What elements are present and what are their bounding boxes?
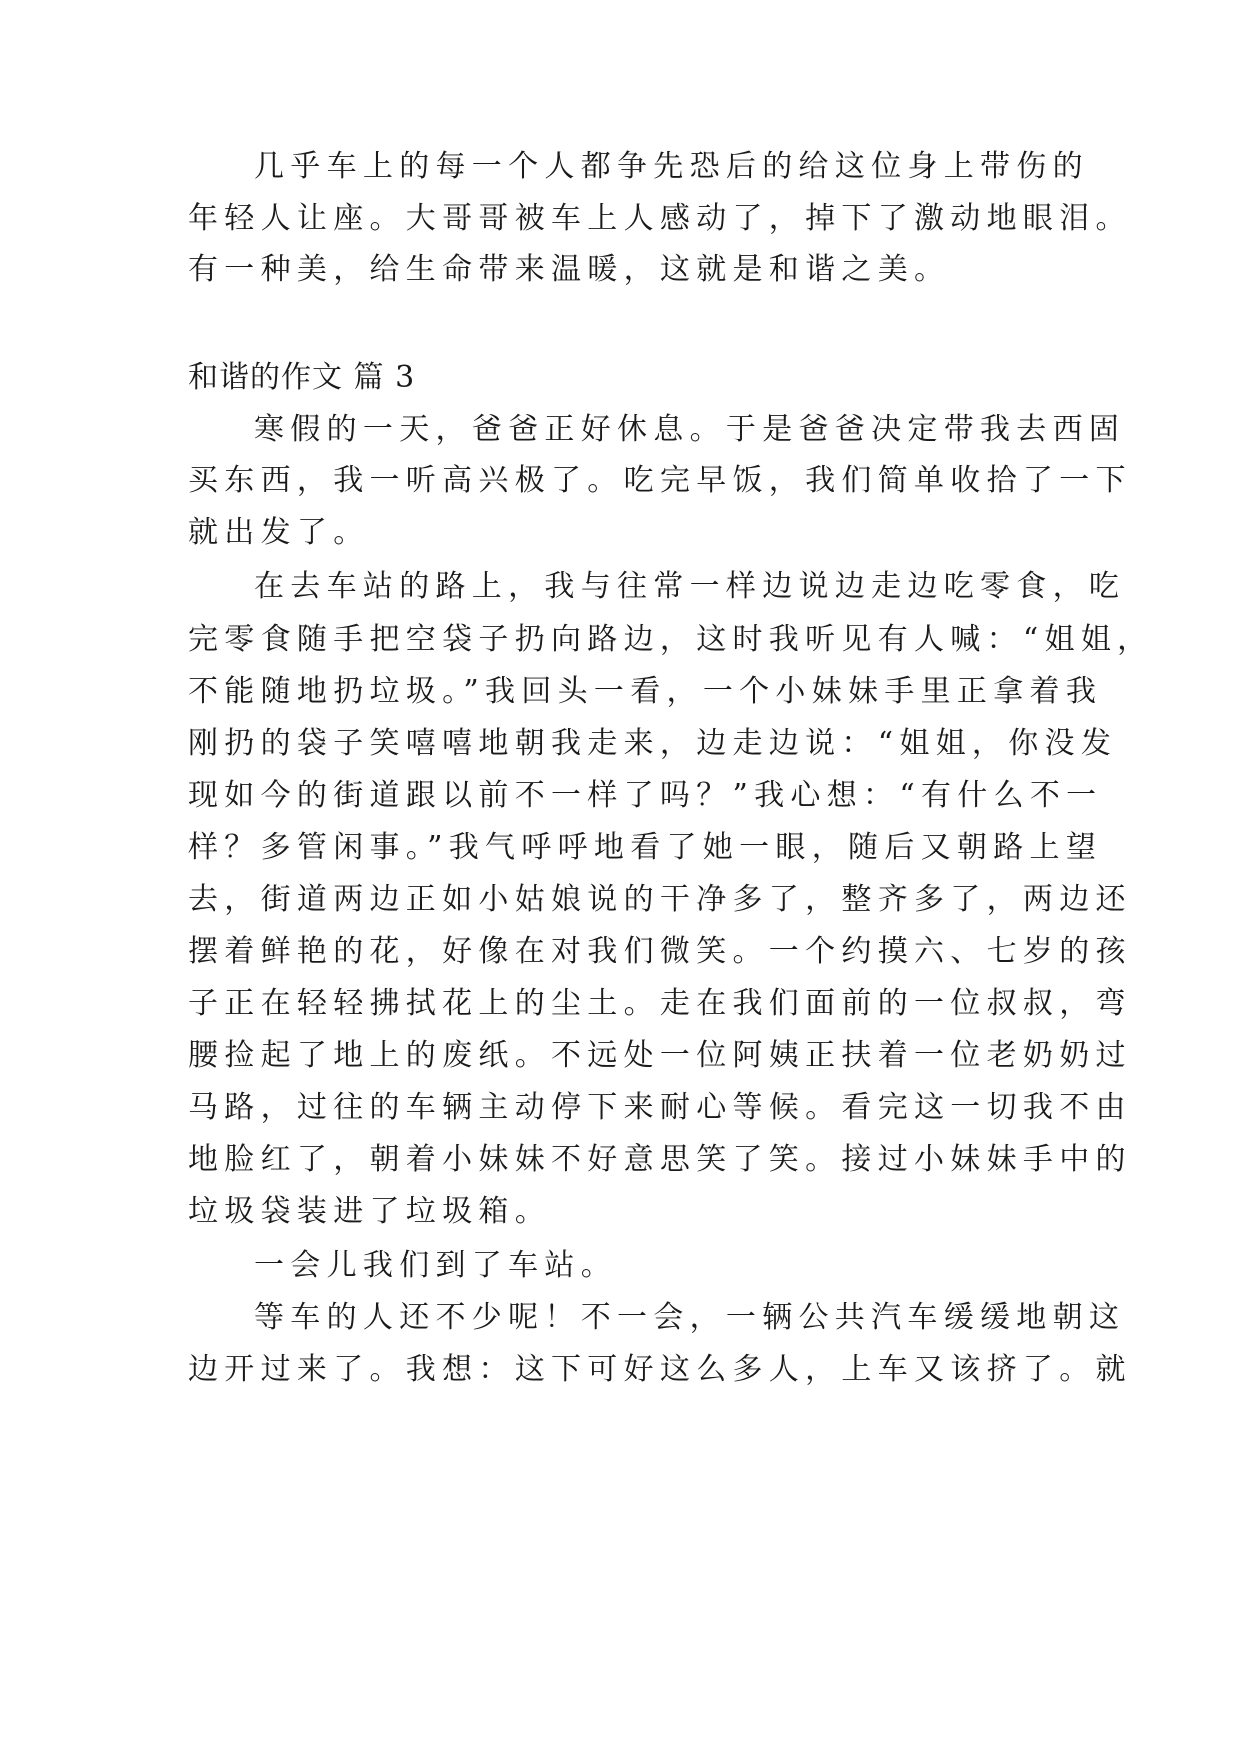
paragraph-4-line-1: 一会儿我们到了车站。 — [254, 1248, 617, 1283]
paragraph-3-line-4: 刚扔的袋子笑嘻嘻地朝我走来，边走边说：“姐姐，你没发 — [188, 726, 1118, 761]
paragraph-3-line-2: 完零食随手把空袋子扔向路边，这时我听见有人喊：“姐姐， — [188, 622, 1154, 657]
paragraph-2-line-2: 买东西，我一听高兴极了。吃完早饭，我们简单收拾了一下 — [188, 463, 1132, 498]
paragraph-2-line-1: 寒假的一天，爸爸正好休息。于是爸爸决定带我去西固 — [254, 412, 1126, 447]
paragraph-5-line-2: 边开过来了。我想：这下可好这么多人，上车又该挤了。就 — [188, 1352, 1132, 1387]
paragraph-3-line-13: 垃圾袋装进了垃圾箱。 — [188, 1194, 551, 1229]
paragraph-1-line-1: 几乎车上的每一个人都争先恐后的给这位身上带伤的 — [254, 149, 1089, 184]
paragraph-3-line-12: 地脸红了，朝着小妹妹不好意思笑了笑。接过小妹妹手中的 — [188, 1142, 1132, 1177]
paragraph-3-line-11: 马路，过往的车辆主动停下来耐心等候。看完这一切我不由 — [188, 1090, 1132, 1125]
section-heading: 和谐的作文 篇 3 — [188, 360, 416, 395]
paragraph-3-line-5: 现如今的街道跟以前不一样了吗？”我心想：“有什么不一 — [188, 778, 1103, 813]
paragraph-3-line-3: 不能随地扔垃圾。”我回头一看，一个小妹妹手里正拿着我 — [188, 674, 1103, 709]
paragraph-3-line-8: 摆着鲜艳的花，好像在对我们微笑。一个约摸六、七岁的孩 — [188, 934, 1132, 969]
paragraph-3-line-10: 腰捡起了地上的废纸。不远处一位阿姨正扶着一位老奶奶过 — [188, 1038, 1132, 1073]
paragraph-3-line-9: 子正在轻轻拂拭花上的尘土。走在我们面前的一位叔叔，弯 — [188, 986, 1132, 1021]
paragraph-1-line-2: 年轻人让座。大哥哥被车上人感动了，掉下了激动地眼泪。 — [188, 201, 1132, 236]
paragraph-3-line-7: 去，街道两边正如小姑娘说的干净多了，整齐多了，两边还 — [188, 882, 1132, 917]
paragraph-5-line-1: 等车的人还不少呢！不一会，一辆公共汽车缓缓地朝这 — [254, 1300, 1126, 1335]
paragraph-3-line-6: 样？多管闲事。”我气呼呼地看了她一眼，随后又朝路上望 — [188, 830, 1103, 865]
paragraph-3-line-1: 在去车站的路上，我与往常一样边说边走边吃零食，吃 — [254, 569, 1126, 604]
paragraph-2-line-3: 就出发了。 — [188, 515, 370, 550]
paragraph-1-line-3: 有一种美，给生命带来温暖，这就是和谐之美。 — [188, 252, 951, 287]
